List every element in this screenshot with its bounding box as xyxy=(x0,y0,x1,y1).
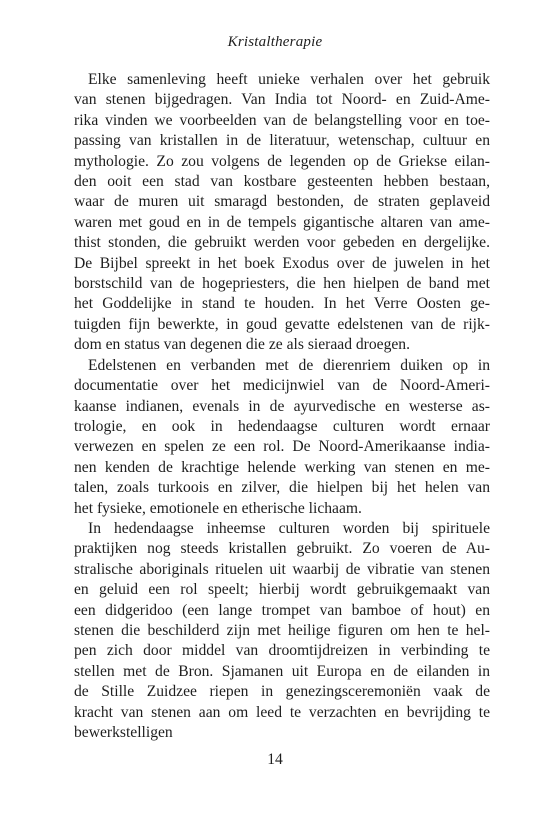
text-line: passing van kristallen in de literatuur, wetenschap, cultuur en xyxy=(74,132,490,150)
text-line: van stenen bijgedragen. Van India tot Noord- en Zuid-Ame- xyxy=(74,91,490,109)
text-line: waar de muren uit smaragd bestonden, de straten geplaveid xyxy=(74,193,490,211)
page-number: 14 xyxy=(267,751,283,768)
text-line: het Goddelijke in stand te houden. In het Verre Oosten ge- xyxy=(74,295,490,313)
paragraph-2 xyxy=(74,356,490,519)
text-line: documentatie over het medicijnwiel van de Noord-Ameri- xyxy=(74,377,490,395)
body-text xyxy=(74,70,490,743)
text-line: en geluid een rol speelt; hierbij wordt gebruikgemaakt van xyxy=(74,581,490,599)
text-line: stenen die beschilderd zijn met heilige figuren om hen te hel- xyxy=(74,621,490,639)
text-line: rika vinden we voorbeelden van de belangstelling voor en toe- xyxy=(74,111,490,129)
text-line: borstschild van de hogepriesters, die hen hielpen de band met xyxy=(74,275,490,293)
text-line: den ooit een stad van kostbare gesteenten hebben bestaan, xyxy=(74,173,490,191)
text-line: mythologie. Zo zou volgens de legenden op de Griekse eilan- xyxy=(74,152,490,170)
text-line: De Bijbel spreekt in het boek Exodus over de juwelen in het xyxy=(74,254,490,272)
paragraph-3 xyxy=(74,519,490,743)
text-line: praktijken nog steeds kristallen gebruikt. Zo voeren de Au- xyxy=(74,540,490,558)
text-line: trologie, en ook in hedendaagse culturen wordt ernaar xyxy=(74,417,490,435)
text-line: pen zich door middel van droomtijdreizen in verbinding te xyxy=(74,642,490,660)
text-line: een didgeridoo (een lange trompet van bamboe of hout) en xyxy=(74,601,490,619)
text-line: In hedendaagse inheemse culturen worden bij spirituele xyxy=(88,519,490,537)
text-line: waren met goud en in de tempels gigantische altaren van ame- xyxy=(74,213,490,231)
text-line: nen kenden de krachtige helende werking van stenen en me- xyxy=(74,458,490,476)
text-line: stralische aboriginals rituelen uit waarbij de vibratie van stenen xyxy=(74,560,490,578)
text-line: bewerkstelligen xyxy=(74,724,173,741)
text-line: verwezen en spelen ze een rol. De Noord-Amerikaanse india- xyxy=(74,438,490,456)
text-line: talen, zoals turkoois en zilver, die hielpen bij het helen van xyxy=(74,479,490,497)
text-line: Edelstenen en verbanden met de dierenriem duiken op in xyxy=(88,356,490,374)
text-line: dom en status van degenen die ze als sieraad droegen. xyxy=(74,336,411,354)
text-line: de Stille Zuidzee riepen in genezingsceremoniën vaak de xyxy=(74,683,490,701)
text-line: Elke samenleving heeft unieke verhalen over het gebruik xyxy=(88,71,490,88)
text-line: tuigden fijn bewerkte, in goud gevatte edelstenen van de rijk- xyxy=(74,315,490,333)
text-line: stellen met de Bron. Sjamanen uit Europa en de eilanden in xyxy=(74,662,490,680)
running-head: Kristaltherapie xyxy=(227,34,323,50)
text-line: kracht van stenen aan om leed te verzachten en bevrijding te xyxy=(74,703,490,721)
text-line: het fysieke, emotionele en etherische lichaam. xyxy=(74,499,362,517)
text-line: kaanse indianen, evenals in de ayurvedische en westerse as- xyxy=(74,397,490,415)
paragraph-1 xyxy=(74,70,490,356)
text-line: thist stonden, die gebruikt werden voor gebeden en dergelijke. xyxy=(74,234,490,252)
